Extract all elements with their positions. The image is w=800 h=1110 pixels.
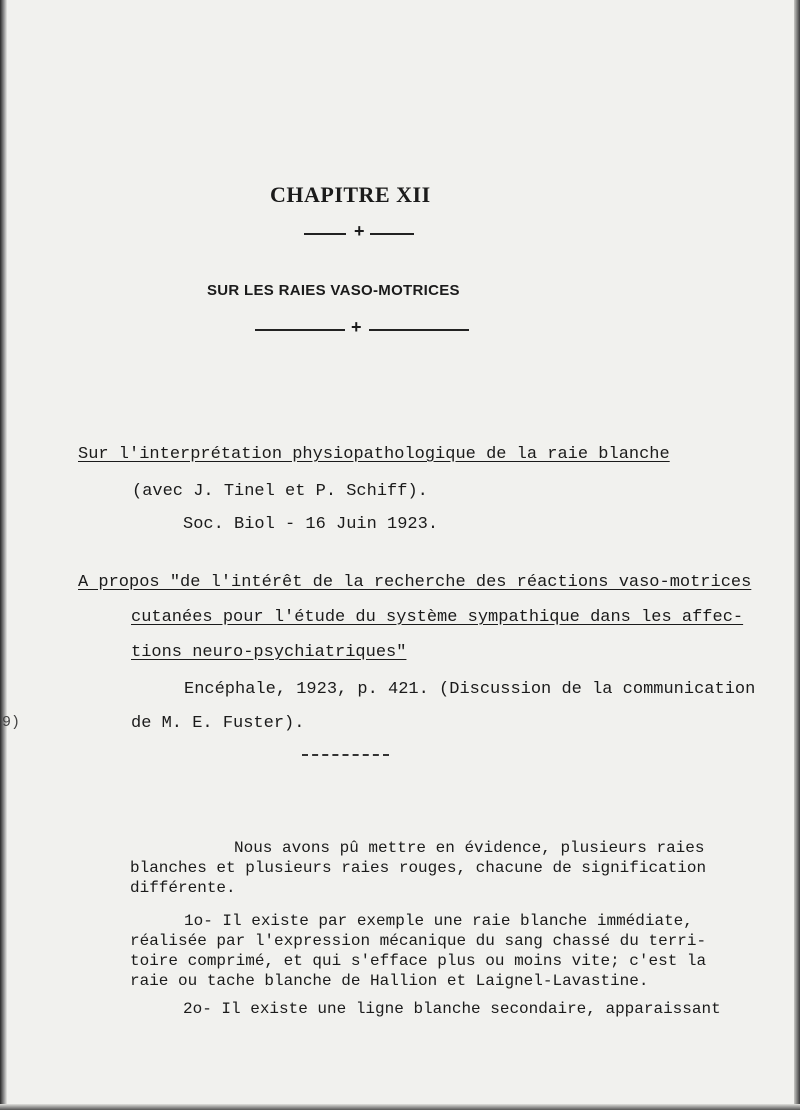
page-edge-right [794, 0, 800, 1110]
separator-line [302, 754, 389, 756]
ornament-divider [304, 221, 414, 242]
body-text-line: réalisée par l'expression mécanique du sang chassé du terri- [130, 932, 707, 950]
margin-mark: 9) [2, 714, 21, 731]
entry-title: A propos "de l'intérêt de la recherche des réactions vaso-motrices [78, 573, 752, 592]
entry-authors: (avec J. Tinel et P. Schiff). [132, 482, 428, 501]
body-text-line: différente. [130, 879, 236, 897]
entry-source: Soc. Biol - 16 Juin 1923. [183, 515, 439, 534]
entry-title: tions neuro-psychiatriques" [131, 643, 407, 662]
body-text-line: raie ou tache blanche de Hallion et Laignel-Lavastine. [130, 972, 649, 990]
ornament-divider [255, 317, 470, 338]
page-edge-left [0, 0, 7, 1110]
ornament-plus: + [354, 221, 365, 241]
chapter-title: CHAPITRE XII [270, 182, 431, 207]
entry-source: de M. E. Fuster). [131, 714, 305, 733]
body-text-line: toire comprimé, et qui s'efface plus ou moins vite; c'est la [130, 952, 707, 970]
chapter-subtitle: SUR LES RAIES VASO-MOTRICES [207, 282, 460, 299]
body-text-line: 1o- Il existe par exemple une raie blanche immédiate, [184, 912, 693, 930]
body-text-line: Nous avons pû mettre en évidence, plusieurs raies [234, 839, 705, 857]
page-edge-bottom [0, 1104, 800, 1110]
body-text-line: 2o- Il existe une ligne blanche secondaire, apparaissant [183, 1000, 721, 1018]
entry-title: cutanées pour l'étude du système sympathique dans les affec- [131, 608, 744, 627]
entry-title: Sur l'interprétation physiopathologique de la raie blanche [78, 445, 670, 464]
body-text-line: blanches et plusieurs raies rouges, chacune de signification [130, 859, 707, 877]
entry-source: Encéphale, 1923, p. 421. (Discussion de la communication [184, 680, 756, 699]
ornament-plus: + [351, 317, 362, 337]
